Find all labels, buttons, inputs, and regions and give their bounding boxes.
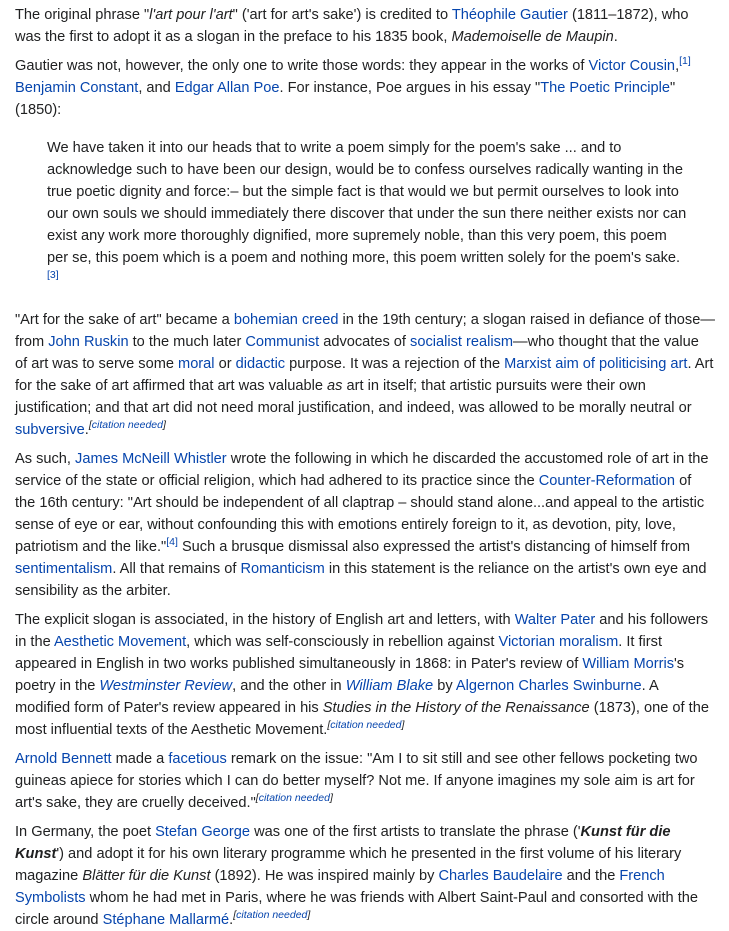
text: wrote the following in which he discarded the accustomed role of art in the service of the state or official religion, which had adhered to its practice since the <box>15 451 709 489</box>
link-counter-reformation[interactable]: Counter-Reformation <box>538 473 676 489</box>
citation-needed <box>327 719 404 731</box>
paragraph-pater <box>15 609 715 741</box>
citation-needed <box>89 419 166 431</box>
link-westminster-review[interactable]: Westminster Review <box>99 678 233 694</box>
citation-needed-link[interactable]: citation needed <box>330 719 402 732</box>
text: in the 19th century; a slogan raised in defiance of those—from <box>15 312 715 350</box>
reference-4[interactable]: [4] <box>166 536 178 549</box>
text: . <box>613 29 618 45</box>
text: , which was self-consciously in rebellion against <box>186 634 499 650</box>
paragraph-origin <box>15 4 715 48</box>
text: " ('art for art's sake') is credited to <box>232 7 452 23</box>
text: Gautier was not, however, the only one to write those words: they appear in the works of <box>15 58 589 74</box>
text: ') and adopt it for his own literary programme which he presented in the first volume of his literary magazine <box>15 846 682 884</box>
link-arnold-bennett[interactable]: Arnold Bennett <box>15 751 112 767</box>
emphasis-as: as <box>327 378 343 394</box>
bracket: ] <box>329 792 333 805</box>
text: made a <box>111 751 169 767</box>
text: and his followers in the <box>15 612 709 650</box>
text: . All that remains of <box>112 561 241 577</box>
text: by <box>433 678 456 694</box>
text: art in itself; that artistic pursuits were their own justification; and that art did not need moral justification, and indeed, was allowed to be morally neutral or <box>15 378 692 416</box>
paragraph-bennett <box>15 748 715 814</box>
text: of the 16th century: "Art should be independent of all claptrap – should stand alone...and appeal to the artistic sense of eye or ear, without confounding this with emotions entirely foreign to it, as devotion, pity, love, patriotism and the like." <box>15 473 705 555</box>
link-moral[interactable]: moral <box>178 356 215 372</box>
citation-needed <box>256 792 333 804</box>
magazine-title-blaetter: Blätter für die Kunst <box>82 868 211 884</box>
bracket: [ <box>327 719 331 732</box>
text: As such, <box>15 451 76 467</box>
link-communist[interactable]: Communist <box>245 334 320 350</box>
phrase-kunst-fur-die-kunst: Kunst für die Kunst <box>15 824 671 862</box>
text: . Art for the sake of art affirmed that art was valuable <box>15 356 714 394</box>
reference-3[interactable]: [3] <box>47 269 59 282</box>
text: (1811–1872), who was the first to adopt it as a slogan in the preface to his 1835 book, <box>15 7 689 45</box>
text: to the much later <box>128 334 246 350</box>
paragraph-gautier-not-only <box>15 55 715 121</box>
text: in this statement is the reliance on the artist's own eye and sensibility as the arbiter. <box>15 561 707 599</box>
bracket: ] <box>162 419 166 432</box>
citation-needed-link[interactable]: citation needed <box>258 792 330 805</box>
text: , and <box>138 80 175 96</box>
link-theophile-gautier[interactable]: Théophile Gautier <box>451 7 568 23</box>
quote-text-block <box>47 137 691 291</box>
phrase-lart-pour-lart: l'art pour l'art <box>149 7 233 23</box>
paragraph-whistler <box>15 448 715 602</box>
link-charles-baudelaire[interactable]: Charles Baudelaire <box>438 868 563 884</box>
quote-text: We have taken it into our heads that to write a poem simply for the poem's sake ... and to acknowledge such to have been our design, would be to confess ourselves radically wanting in the true poetic dignity and force:– but the simple fact is that would we but permit ourselves to look into our own souls we should immediately there discover that under the sun there neither exists nor can exist any work more thoroughly dignified, more supremely noble, than this very poem, this poem per se, this poem which is a poem and nothing more, this poem written solely for the poem's sake. <box>47 140 687 266</box>
citation-needed-link[interactable]: citation needed <box>236 909 308 922</box>
text: Such a brusque dismissal also expressed the artist's distancing of himself from <box>177 539 691 555</box>
text: " (1850): <box>15 80 676 118</box>
link-aesthetic-movement[interactable]: Aesthetic Movement <box>53 634 187 650</box>
link-whistler[interactable]: James McNeill Whistler <box>75 451 227 467</box>
link-bohemian-creed[interactable]: bohemian creed <box>233 312 339 328</box>
text: whom he had met in Paris, where he was friends with Albert Saint-Paul and consorted with the circle around <box>15 890 699 928</box>
link-sentimentalism[interactable]: sentimentalism <box>15 561 113 577</box>
text: . It first appeared in English in two works published simultaneously in 1868: in Pater's review of <box>15 634 663 672</box>
link-william-morris[interactable]: William Morris <box>582 656 674 672</box>
book-title-studies: Studies in the History of the Renaissance <box>322 700 590 716</box>
text: remark on the issue: "Am I to sit still and see other fellows pocketing two guineas apiece for stories which I can do better myself? Not me. If anyone imagines my sole aim is art for art's sake, they are cruelly deceived." <box>15 751 698 811</box>
link-victorian-moralism[interactable]: Victorian moralism <box>498 634 619 650</box>
text: . A modified form of Pater's review appeared in his <box>15 678 658 716</box>
link-benjamin-constant[interactable]: Benjamin Constant <box>15 80 139 96</box>
text: —who thought that the value of art was to serve some <box>15 334 699 372</box>
link-stephane-mallarme[interactable]: Stéphane Mallarmé <box>102 912 230 928</box>
text: 's poetry in the <box>15 656 685 694</box>
link-poetic-principle[interactable]: The Poetic Principle <box>540 80 670 96</box>
text: , and the other in <box>232 678 346 694</box>
link-swinburne[interactable]: Algernon Charles Swinburne <box>455 678 642 694</box>
bracket: ] <box>401 719 405 732</box>
text: In Germany, the poet <box>15 824 156 840</box>
text: , <box>675 58 680 74</box>
link-facetious[interactable]: facetious <box>168 751 227 767</box>
link-marxist-aim[interactable]: Marxist aim of politicising art <box>504 356 688 372</box>
link-walter-pater[interactable]: Walter Pater <box>514 612 596 628</box>
text: purpose. It was a rejection of the <box>285 356 505 372</box>
text: advocates of <box>319 334 411 350</box>
text: or <box>214 356 236 372</box>
text: The original phrase " <box>15 7 150 23</box>
text: (1892). He was inspired mainly by <box>210 868 439 884</box>
poe-quote <box>47 137 691 291</box>
link-socialist-realism[interactable]: socialist realism <box>410 334 514 350</box>
text: . For instance, Poe argues in his essay " <box>279 80 541 96</box>
bracket: ] <box>307 909 311 922</box>
citation-needed <box>233 909 310 921</box>
link-victor-cousin[interactable]: Victor Cousin <box>588 58 676 74</box>
text: (1873), one of the most influential texts of the Aesthetic Movement. <box>15 700 709 738</box>
text: and the <box>562 868 620 884</box>
paragraph-germany <box>15 821 715 931</box>
link-romanticism[interactable]: Romanticism <box>240 561 325 577</box>
text: . <box>84 422 89 438</box>
link-french-symbolists[interactable]: French Symbolists <box>15 868 665 906</box>
bracket: [ <box>255 792 259 805</box>
book-title-maupin: Mademoiselle de Maupin <box>451 29 614 45</box>
link-didactic[interactable]: didactic <box>235 356 286 372</box>
link-subversive[interactable]: subversive <box>15 422 85 438</box>
citation-needed-link[interactable]: citation needed <box>91 419 163 432</box>
bracket: [ <box>88 419 92 432</box>
text: "Art for the sake of art" became a <box>15 312 234 328</box>
link-stefan-george[interactable]: Stefan George <box>155 824 251 840</box>
paragraph-bohemian-creed <box>15 309 715 441</box>
link-william-blake[interactable]: William Blake <box>345 678 434 694</box>
reference-1[interactable]: [1] <box>679 55 691 68</box>
link-john-ruskin[interactable]: John Ruskin <box>48 334 129 350</box>
text: . <box>229 912 234 928</box>
text: was one of the first artists to translate the phrase (' <box>250 824 581 840</box>
link-edgar-allan-poe[interactable]: Edgar Allan Poe <box>174 80 280 96</box>
bracket: [ <box>233 909 237 922</box>
text: The explicit slogan is associated, in the history of English art and letters, with <box>15 612 515 628</box>
